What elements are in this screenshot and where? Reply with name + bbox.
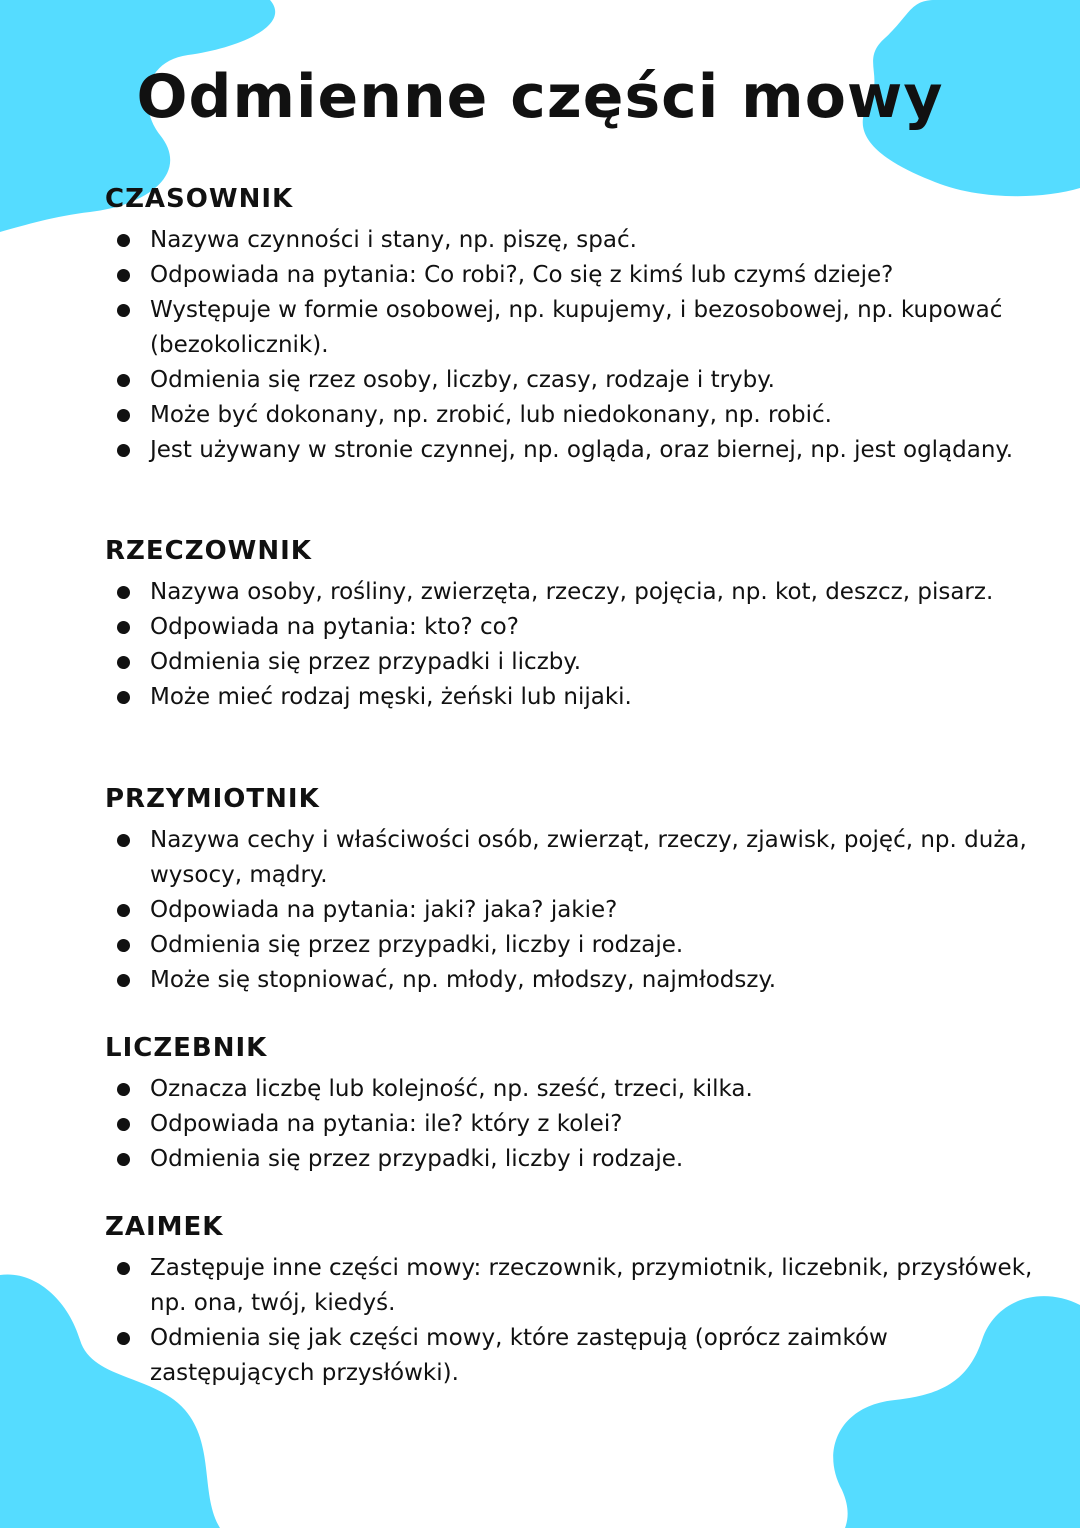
bullet-icon <box>117 586 130 599</box>
bullet-list <box>105 1072 1035 1177</box>
bullet-icon <box>117 409 130 422</box>
list-item: Nazywa cechy i właściwości osób, zwierząt, rzeczy, zjawisk, pojęć, np. duża, wysocy, mądry. <box>105 823 1035 893</box>
bullet-icon <box>117 234 130 247</box>
list-item: Odmienia się przez przypadki, liczby i rodzaje. <box>105 928 1035 963</box>
list-item: Może być dokonany, np. zrobić, lub niedokonany, np. robić. <box>105 398 1035 433</box>
bullet-icon <box>117 1153 130 1166</box>
bullet-list <box>105 823 1035 998</box>
bullet-list <box>105 575 1035 715</box>
bullet-icon <box>117 974 130 987</box>
bullet-icon <box>117 691 130 704</box>
bullet-icon <box>117 621 130 634</box>
bullet-icon <box>117 1118 130 1131</box>
section-heading: ZAIMEK <box>105 1212 224 1242</box>
list-item: Nazywa osoby, rośliny, zwierzęta, rzeczy, pojęcia, np. kot, deszcz, pisarz. <box>105 575 1035 610</box>
list-item: Może się stopniować, np. młody, młodszy, najmłodszy. <box>105 963 1035 998</box>
list-item: Odmienia się przez przypadki i liczby. <box>105 645 1035 680</box>
list-item: Występuje w formie osobowej, np. kupujemy, i bezosobowej, np. kupować (bezokolicznik). <box>105 293 1035 363</box>
section-liczebnik <box>105 1032 1035 1177</box>
section-zaimek <box>105 1211 1035 1391</box>
bullet-icon <box>117 374 130 387</box>
bullet-list <box>105 1251 1035 1391</box>
list-item: Odpowiada na pytania: ile? który z kolei? <box>105 1107 1035 1142</box>
bullet-icon <box>117 304 130 317</box>
page-title: Odmienne części mowy <box>136 62 944 132</box>
bullet-icon <box>117 834 130 847</box>
bullet-icon <box>117 269 130 282</box>
list-item: Odmienia się rzez osoby, liczby, czasy, rodzaje i tryby. <box>105 363 1035 398</box>
list-item: Może mieć rodzaj męski, żeński lub nijaki. <box>105 680 1035 715</box>
list-item: Jest używany w stronie czynnej, np. ogląda, oraz biernej, np. jest oglądany. <box>105 433 1035 468</box>
list-item: Zastępuje inne części mowy: rzeczownik, przymiotnik, liczebnik, przysłówek, np. ona, twój, kiedyś. <box>105 1251 1035 1321</box>
section-heading: RZECZOWNIK <box>105 536 312 566</box>
bullet-list <box>105 223 1035 468</box>
section-czasownik <box>105 183 1035 468</box>
list-item: Odpowiada na pytania: kto? co? <box>105 610 1035 645</box>
list-item: Nazywa czynności i stany, np. piszę, spać. <box>105 223 1035 258</box>
bullet-icon <box>117 656 130 669</box>
section-heading: PRZYMIOTNIK <box>105 784 320 814</box>
bullet-icon <box>117 1332 130 1345</box>
section-przymiotnik <box>105 783 1035 998</box>
list-item: Odpowiada na pytania: Co robi?, Co się z kimś lub czymś dzieje? <box>105 258 1035 293</box>
section-heading: LICZEBNIK <box>105 1033 268 1063</box>
bullet-icon <box>117 1083 130 1096</box>
list-item: Odmienia się przez przypadki, liczby i rodzaje. <box>105 1142 1035 1177</box>
section-heading: CZASOWNIK <box>105 184 294 214</box>
list-item: Oznacza liczbę lub kolejność, np. sześć, trzeci, kilka. <box>105 1072 1035 1107</box>
bullet-icon <box>117 904 130 917</box>
list-item: Odmienia się jak części mowy, które zastępują (oprócz zaimków zastępujących przysłówki). <box>105 1321 1035 1391</box>
section-rzeczownik <box>105 535 1035 715</box>
bullet-icon <box>117 444 130 457</box>
bullet-icon <box>117 939 130 952</box>
list-item: Odpowiada na pytania: jaki? jaka? jakie? <box>105 893 1035 928</box>
bullet-icon <box>117 1262 130 1275</box>
